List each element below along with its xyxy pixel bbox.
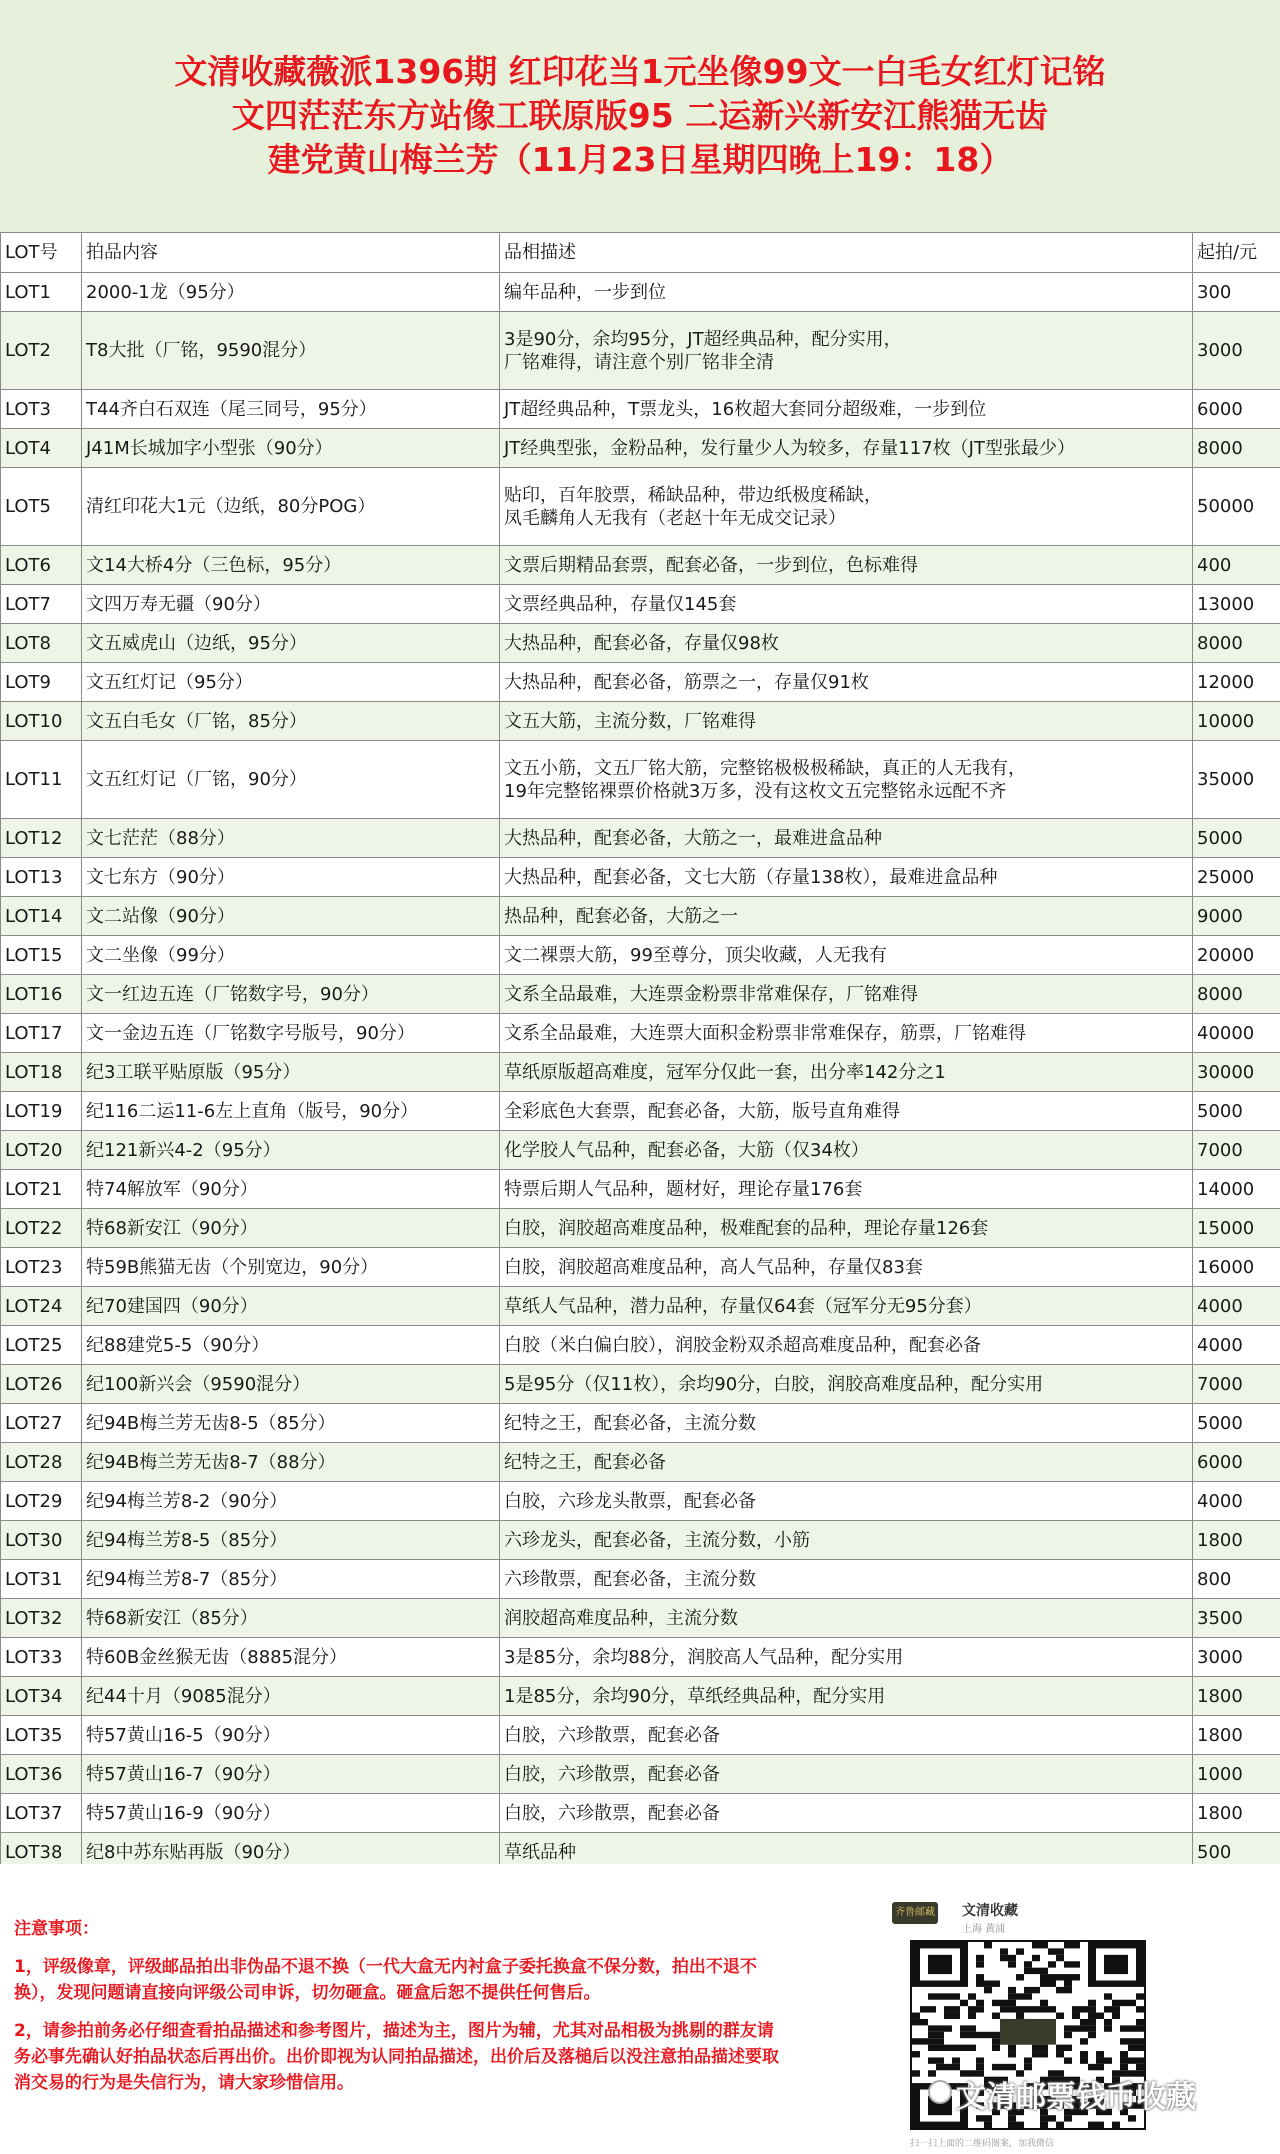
- lot-description: 3是85分，余均88分，润胶高人气品种，配分实用: [500, 1638, 1193, 1677]
- lot-description: 大热品种，配套必备，存量仅98枚: [500, 624, 1193, 663]
- lot-number: LOT11: [1, 741, 82, 819]
- lot-start-price: 5000: [1193, 1092, 1280, 1131]
- lot-description: 文票经典品种，存量仅145套: [500, 585, 1193, 624]
- lot-start-price: 7000: [1193, 1131, 1280, 1170]
- lot-number: LOT24: [1, 1287, 82, 1326]
- lot-number: LOT26: [1, 1365, 82, 1404]
- notes-item-2: 2，请参拍前务必仔细查看拍品描述和参考图片，描述为主，图片为辅，尤其对品相极为挑剔的群友请务必事先确认好拍品状态后再出价。出价即视为认同拍品描述，出价后及落槌后以没注意拍品描述要取消交易的行为是失信行为，请大家珍惜信用。: [14, 2021, 779, 2093]
- lot-item: 特68新安江（90分）: [82, 1209, 500, 1248]
- table-row: [1, 1521, 1280, 1560]
- lot-description: 化学胶人气品种，配套必备，大筋（仅34枚）: [500, 1131, 1193, 1170]
- lot-item: 文二站像（90分）: [82, 897, 500, 936]
- table-row: [1, 1638, 1280, 1677]
- table-row: [1, 741, 1280, 819]
- lot-item: 特57黄山16-9（90分）: [82, 1794, 500, 1833]
- lot-start-price: 10000: [1193, 702, 1280, 741]
- lot-start-price: 7000: [1193, 1365, 1280, 1404]
- table-row: [1, 624, 1280, 663]
- lot-start-price: 8000: [1193, 975, 1280, 1014]
- lot-start-price: 3000: [1193, 1638, 1280, 1677]
- lot-number: LOT31: [1, 1560, 82, 1599]
- lot-number: LOT32: [1, 1599, 82, 1638]
- lot-item: 文七东方（90分）: [82, 858, 500, 897]
- lot-number: LOT19: [1, 1092, 82, 1131]
- lot-number: LOT35: [1, 1716, 82, 1755]
- column-header-desc: 品相描述: [500, 233, 1193, 273]
- lot-item: 文五威虎山（边纸，95分）: [82, 624, 500, 663]
- lot-table: [0, 232, 1280, 1872]
- lot-number: LOT21: [1, 1170, 82, 1209]
- table-row: [1, 1404, 1280, 1443]
- lot-start-price: 3000: [1193, 312, 1280, 390]
- notes-item-1: 1，评级像章，评级邮品拍出非伪品不退不换（一代大盒无内衬盒子委托换盒不保分数，拍出不退不换），发现问题请直接向评级公司申诉，切勿砸盒。砸盒后恕不提供任何售后。: [14, 1957, 757, 2003]
- lot-description: 文系全品最难，大连票金粉票非常难保存，厂铭难得: [500, 975, 1193, 1014]
- lot-description: 纪特之王，配套必备，主流分数: [500, 1404, 1193, 1443]
- table-row: [1, 1794, 1280, 1833]
- lot-number: LOT10: [1, 702, 82, 741]
- table-row: [1, 1170, 1280, 1209]
- lot-number: LOT36: [1, 1755, 82, 1794]
- table-row: [1, 819, 1280, 858]
- lot-item: J41M长城加字小型张（90分）: [82, 429, 500, 468]
- lot-description: 3是90分，余均95分，JT超经典品种，配分实用， 厂铭难得，请注意个别厂铭非全清: [500, 312, 1193, 390]
- lot-item: 特60B金丝猴无齿（8885混分）: [82, 1638, 500, 1677]
- lot-number: LOT33: [1, 1638, 82, 1677]
- table-row: [1, 1053, 1280, 1092]
- lot-number: LOT17: [1, 1014, 82, 1053]
- lot-item: 特59B熊猫无齿（个别宽边，90分）: [82, 1248, 500, 1287]
- lot-description: 白胶，润胶超高难度品种，高人气品种，存量仅83套: [500, 1248, 1193, 1287]
- table-row: [1, 546, 1280, 585]
- lot-item: 纪116二运11-6左上直角（版号，90分）: [82, 1092, 500, 1131]
- lot-item: 文四万寿无疆（90分）: [82, 585, 500, 624]
- lot-item: 纪94梅兰芳8-2（90分）: [82, 1482, 500, 1521]
- lot-description: JT经典型张，金粉品种，发行量少人为较多，存量117枚（JT型张最少）: [500, 429, 1193, 468]
- lot-start-price: 35000: [1193, 741, 1280, 819]
- lot-start-price: 1800: [1193, 1716, 1280, 1755]
- table-row: [1, 1248, 1280, 1287]
- lot-item: 文七茫茫（88分）: [82, 819, 500, 858]
- page-header: [0, 0, 1280, 232]
- lot-description: JT超经典品种，T票龙头，16枚超大套同分超级难，一步到位: [500, 390, 1193, 429]
- brand-logo: 齐鲁邮藏: [892, 1902, 938, 1924]
- lot-start-price: 50000: [1193, 468, 1280, 546]
- lot-number: LOT5: [1, 468, 82, 546]
- lot-number: LOT25: [1, 1326, 82, 1365]
- lot-description: 六珍散票，配套必备，主流分数: [500, 1560, 1193, 1599]
- lot-number: LOT1: [1, 273, 82, 312]
- lot-item: 纪94B梅兰芳无齿8-7（88分）: [82, 1443, 500, 1482]
- lot-start-price: 3500: [1193, 1599, 1280, 1638]
- lot-start-price: 13000: [1193, 585, 1280, 624]
- lot-description: 白胶，六珍散票，配套必备: [500, 1794, 1193, 1833]
- lot-item: 清红印花大1元（边纸，80分POG）: [82, 468, 500, 546]
- lot-number: LOT23: [1, 1248, 82, 1287]
- lot-number: LOT20: [1, 1131, 82, 1170]
- lot-item: 特57黄山16-7（90分）: [82, 1755, 500, 1794]
- table-row: [1, 1092, 1280, 1131]
- lot-start-price: 9000: [1193, 897, 1280, 936]
- lot-start-price: 30000: [1193, 1053, 1280, 1092]
- wechat-icon: [928, 2080, 952, 2104]
- lot-start-price: 8000: [1193, 624, 1280, 663]
- lot-number: LOT13: [1, 858, 82, 897]
- lot-description: 贴印，百年胶票，稀缺品种，带边纸极度稀缺， 凤毛麟角人无我有（老赵十年无成交记录）: [500, 468, 1193, 546]
- lot-description: 润胶超高难度品种，主流分数: [500, 1599, 1193, 1638]
- lot-number: LOT4: [1, 429, 82, 468]
- lot-start-price: 5000: [1193, 1404, 1280, 1443]
- brand-name: 文清收藏: [962, 1903, 1018, 1919]
- table-row: [1, 429, 1280, 468]
- lot-description: 热品种，配套必备，大筋之一: [500, 897, 1193, 936]
- notes-title: 注意事项：: [14, 1919, 99, 1939]
- lot-description: 白胶，润胶超高难度品种，极难配套的品种，理论存量126套: [500, 1209, 1193, 1248]
- lot-number: LOT7: [1, 585, 82, 624]
- table-row: [1, 975, 1280, 1014]
- table-row: [1, 702, 1280, 741]
- lot-start-price: 4000: [1193, 1287, 1280, 1326]
- lot-description: 特票后期人气品种，题材好，理论存量176套: [500, 1170, 1193, 1209]
- lot-description: 六珍龙头，配套必备，主流分数，小筋: [500, 1521, 1193, 1560]
- lot-number: LOT14: [1, 897, 82, 936]
- lot-description: 草纸人气品种，潜力品种，存量仅64套（冠军分无95分套）: [500, 1287, 1193, 1326]
- lot-description: 大热品种，配套必备，大筋之一，最难进盒品种: [500, 819, 1193, 858]
- lot-start-price: 25000: [1193, 858, 1280, 897]
- lot-start-price: 400: [1193, 546, 1280, 585]
- column-header-item: 拍品内容: [82, 233, 500, 273]
- lot-description: 编年品种，一步到位: [500, 273, 1193, 312]
- lot-number: LOT3: [1, 390, 82, 429]
- lot-start-price: 4000: [1193, 1326, 1280, 1365]
- lot-item: 特74解放军（90分）: [82, 1170, 500, 1209]
- lot-start-price: 6000: [1193, 390, 1280, 429]
- lot-number: LOT38: [1, 1833, 82, 1872]
- table-row: [1, 1014, 1280, 1053]
- qr-caption: 扫一扫上面的二维码图案，加我微信: [910, 2139, 1055, 2149]
- lot-number: LOT30: [1, 1521, 82, 1560]
- table-row: [1, 1599, 1280, 1638]
- table-row: [1, 468, 1280, 546]
- table-row: [1, 936, 1280, 975]
- lot-start-price: 1000: [1193, 1755, 1280, 1794]
- lot-number: LOT22: [1, 1209, 82, 1248]
- lot-item: 纪3工联平贴原版（95分）: [82, 1053, 500, 1092]
- lot-start-price: 40000: [1193, 1014, 1280, 1053]
- lot-number: LOT12: [1, 819, 82, 858]
- lot-item: 纪100新兴会（9590混分）: [82, 1365, 500, 1404]
- lot-description: 文系全品最难，大连票大面积金粉票非常难保存，筋票，厂铭难得: [500, 1014, 1193, 1053]
- lot-item: 纪8中苏东贴再版（90分）: [82, 1833, 500, 1872]
- lot-description: 纪特之王，配套必备: [500, 1443, 1193, 1482]
- lot-description: 5是95分（仅11枚），余均90分，白胶，润胶高难度品种，配分实用: [500, 1365, 1193, 1404]
- table-row: [1, 663, 1280, 702]
- header-title-line-3: 建党黄山梅兰芳（11月23日星期四晚上19：18）: [267, 140, 1013, 179]
- lot-description: 白胶，六珍散票，配套必备: [500, 1716, 1193, 1755]
- table-row: [1, 1560, 1280, 1599]
- lot-description: 文二裸票大筋，99至尊分，顶尖收藏，人无我有: [500, 936, 1193, 975]
- lot-start-price: 6000: [1193, 1443, 1280, 1482]
- lot-start-price: 1800: [1193, 1677, 1280, 1716]
- lot-number: LOT16: [1, 975, 82, 1014]
- lot-description: 文五大筋，主流分数，厂铭难得: [500, 702, 1193, 741]
- table-row: [1, 1677, 1280, 1716]
- header-title-line-1: 文清收藏薇派1396期 红印花当1元坐像99文一白毛女红灯记铭: [174, 52, 1106, 91]
- column-header-lot: LOT号: [1, 233, 82, 273]
- lot-item: T8大批（厂铭，9590混分）: [82, 312, 500, 390]
- lot-start-price: 14000: [1193, 1170, 1280, 1209]
- lot-item: 纪121新兴4-2（95分）: [82, 1131, 500, 1170]
- lot-number: LOT37: [1, 1794, 82, 1833]
- lot-start-price: 300: [1193, 273, 1280, 312]
- lot-number: LOT15: [1, 936, 82, 975]
- lot-number: LOT34: [1, 1677, 82, 1716]
- lot-number: LOT8: [1, 624, 82, 663]
- lot-item: 文五红灯记（厂铭，90分）: [82, 741, 500, 819]
- lot-description: 全彩底色大套票，配套必备，大筋，版号直角难得: [500, 1092, 1193, 1131]
- lot-start-price: 12000: [1193, 663, 1280, 702]
- watermark: 文清邮票钱币收藏: [956, 2080, 1196, 2115]
- table-row: [1, 312, 1280, 390]
- lot-description: 1是85分，余均90分，草纸经典品种，配分实用: [500, 1677, 1193, 1716]
- lot-item: 纪70建国四（90分）: [82, 1287, 500, 1326]
- column-header-price: 起拍/元: [1193, 233, 1280, 273]
- lot-number: LOT9: [1, 663, 82, 702]
- lot-item: 特68新安江（85分）: [82, 1599, 500, 1638]
- lot-item: 2000-1龙（95分）: [82, 273, 500, 312]
- lot-description: 大热品种，配套必备，筋票之一，存量仅91枚: [500, 663, 1193, 702]
- lot-item: 文14大桥4分（三色标，95分）: [82, 546, 500, 585]
- table-row: [1, 858, 1280, 897]
- lot-number: LOT18: [1, 1053, 82, 1092]
- table-header-row: [1, 233, 1280, 273]
- lot-item: 纪94B梅兰芳无齿8-5（85分）: [82, 1404, 500, 1443]
- lot-number: LOT2: [1, 312, 82, 390]
- table-row: [1, 1287, 1280, 1326]
- lot-start-price: 15000: [1193, 1209, 1280, 1248]
- lot-description: 草纸原版超高难度，冠军分仅此一套，出分率142分之1: [500, 1053, 1193, 1092]
- lot-item: 纪94梅兰芳8-7（85分）: [82, 1560, 500, 1599]
- lot-description: 草纸品种: [500, 1833, 1193, 1872]
- lot-item: T44齐白石双连（尾三同号，95分）: [82, 390, 500, 429]
- lot-item: 文一金边五连（厂铭数字号版号，90分）: [82, 1014, 500, 1053]
- lot-start-price: 1800: [1193, 1794, 1280, 1833]
- lot-description: 大热品种，配套必备，文七大筋（存量138枚），最难进盒品种: [500, 858, 1193, 897]
- lot-number: LOT6: [1, 546, 82, 585]
- lot-start-price: 8000: [1193, 429, 1280, 468]
- lot-number: LOT27: [1, 1404, 82, 1443]
- lot-start-price: 1800: [1193, 1521, 1280, 1560]
- lot-description: 白胶，六珍龙头散票，配套必备: [500, 1482, 1193, 1521]
- table-row: [1, 1443, 1280, 1482]
- lot-item: 文二坐像（99分）: [82, 936, 500, 975]
- lot-item: 文五红灯记（95分）: [82, 663, 500, 702]
- lot-item: 文五白毛女（厂铭，85分）: [82, 702, 500, 741]
- lot-description: 白胶（米白偏白胶），润胶金粉双杀超高难度品种，配套必备: [500, 1326, 1193, 1365]
- lot-description: 文票后期精品套票，配套必备，一步到位，色标难得: [500, 546, 1193, 585]
- brand-location: 上海 黄浦: [962, 1924, 1006, 1935]
- lot-number: LOT29: [1, 1482, 82, 1521]
- lot-start-price: 4000: [1193, 1482, 1280, 1521]
- lot-item: 纪94梅兰芳8-5（85分）: [82, 1521, 500, 1560]
- lot-number: LOT28: [1, 1443, 82, 1482]
- table-row: [1, 273, 1280, 312]
- lot-item: 纪44十月（9085混分）: [82, 1677, 500, 1716]
- table-row: [1, 897, 1280, 936]
- table-row: [1, 1209, 1280, 1248]
- table-row: [1, 1326, 1280, 1365]
- lot-start-price: 500: [1193, 1833, 1280, 1872]
- table-row: [1, 390, 1280, 429]
- table-row: [1, 585, 1280, 624]
- header-title-line-2: 文四茫茫东方站像工联原版95 二运新兴新安江熊猫无齿: [231, 96, 1049, 135]
- lot-start-price: 16000: [1193, 1248, 1280, 1287]
- lot-item: 特57黄山16-5（90分）: [82, 1716, 500, 1755]
- lot-item: 纪88建党5-5（90分）: [82, 1326, 500, 1365]
- table-row: [1, 1365, 1280, 1404]
- lot-description: 白胶，六珍散票，配套必备: [500, 1755, 1193, 1794]
- table-row: [1, 1755, 1280, 1794]
- lot-start-price: 20000: [1193, 936, 1280, 975]
- table-row: [1, 1716, 1280, 1755]
- lot-description: 文五小筋，文五厂铭大筋，完整铭极极极稀缺，真正的人无我有， 19年完整铭裸票价格就3万多，没有这枚文五完整铭永远配不齐: [500, 741, 1193, 819]
- lot-item: 文一红边五连（厂铭数字号，90分）: [82, 975, 500, 1014]
- table-row: [1, 1482, 1280, 1521]
- lot-start-price: 800: [1193, 1560, 1280, 1599]
- notes-section: [14, 1916, 784, 2108]
- lot-start-price: 5000: [1193, 819, 1280, 858]
- table-row: [1, 1131, 1280, 1170]
